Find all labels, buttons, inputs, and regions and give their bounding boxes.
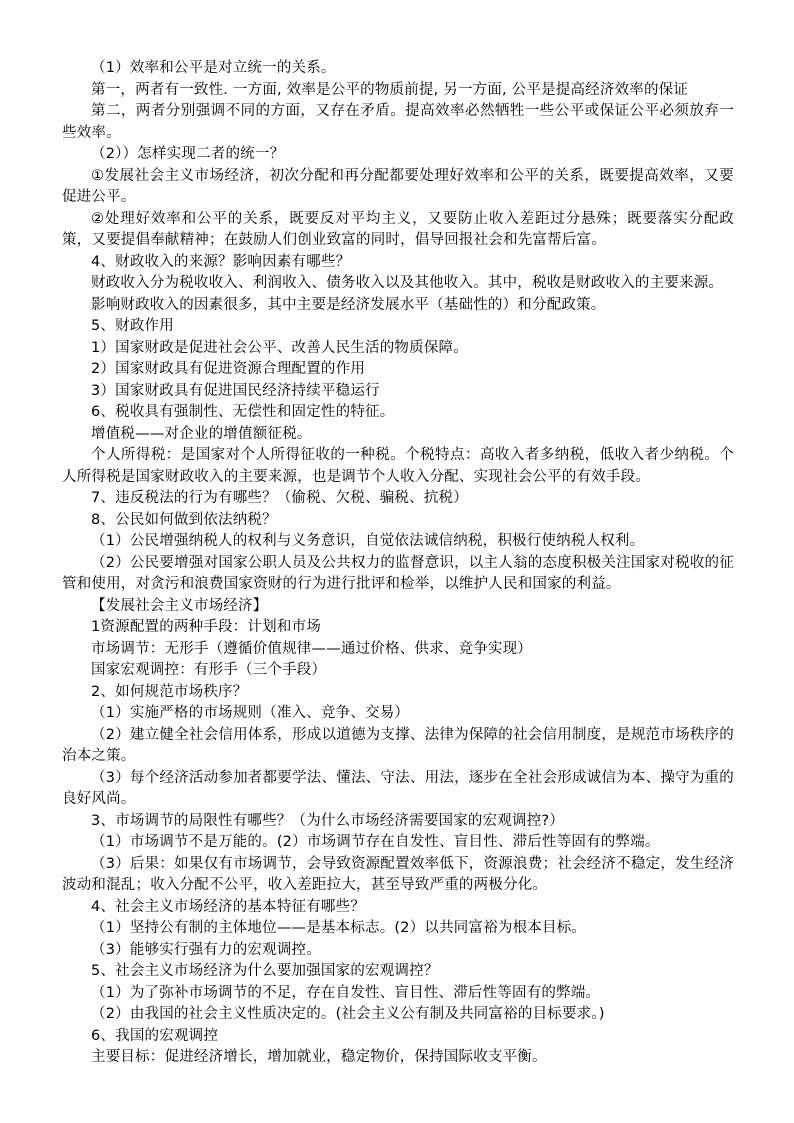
resource-allocation: 1资源配置的两种手段：计划和市场	[91, 619, 321, 635]
heading-tax-violations: 7、违反税法的行为有哪些？（偷税、欠税、骗税、抗税）	[91, 490, 468, 506]
market-order-3: （3）每个经济活动参加者都要学法、懂法、守法、用法，逐步在全社会形成诚信为本、操守为重的良好风尚。	[62, 769, 734, 807]
heading-market-limits: 3、市场调节的局限性有哪些？（为什么市场经济需要国家的宏观调控?）	[91, 812, 565, 829]
point-first-consistency: 第一，两者有一致性. 一方面, 效率是公平的物质前提, 另一方面, 公平是提高经济效率的保证	[91, 81, 689, 98]
heading-fiscal-revenue: 4、财政收入的来源？影响因素有哪些？	[91, 253, 351, 270]
heading-market-order: 2、如何规范市场秩序？	[91, 683, 248, 700]
why-macro-control-2: （2）由我国的社会主义性质决定的。(社会主义公有制及共同富裕的目标要求。)	[91, 1006, 605, 1022]
point-efficiency-fairness: （1）效率和公平是对立统一的关系。	[91, 60, 336, 76]
fiscal-role-2: 2）国家财政具有促进资源合理配置的作用	[91, 361, 366, 377]
heading-why-macro-control: 5、社会主义市场经济为什么要加强国家的宏观调控？	[91, 963, 439, 979]
market-order-1: （1）实施严格的市场规则（准入、竞争、交易）	[91, 705, 410, 721]
market-order-2: （2）建立健全社会信用体系，形成以道德为支撑、法律为保障的社会信用制度，是规范市场秩序的治本之策。	[62, 726, 734, 764]
market-regulation: 市场调节：无形手（遵循价值规律——通过价格、供求、竞争实现）	[91, 640, 532, 657]
fiscal-revenue-factors: 影响财政收入的因素很多，其中主要是经济发展水平（基础性的）和分配政策。	[91, 296, 606, 313]
market-limits-2: （3）后果：如果仅有市场调节，会导致资源配置效率低下，资源浪费；社会经济不稳定，发生经济波动和混乱；收入分配不公平，收入差距拉大，甚至导致严重的两极分化。	[62, 855, 734, 893]
tax-features: 6、税收具有强制性、无偿性和固定性的特征。	[91, 404, 395, 420]
why-macro-control-1: （1）为了弥补市场调节的不足，存在自发性、盲目性、滞后性等固有的弊端。	[91, 984, 601, 1001]
vat-definition: 增值税——对企业的增值额征税。	[91, 425, 312, 442]
heading-lawful-tax: 8、公民如何做到依法纳税？	[91, 511, 277, 528]
heading-our-macro-control: 6、我国的宏观调控	[91, 1027, 219, 1044]
lawful-tax-1: （1）公民增强纳税人的权利与义务意识，自觉依法诚信纳税，积极行使纳税人权利。	[91, 533, 645, 549]
heading-socialist-features: 4、社会主义市场经济的基本特征有哪些？	[91, 898, 366, 915]
point-how-unify: （2））怎样实现二者的统一？	[91, 146, 285, 162]
fiscal-role-1: 1）国家财政是促进社会公平、改善人民生活的物质保障。	[91, 339, 468, 356]
point-second-contradiction: 第二，两者分别强调不同的方面，又存在矛盾。提高效率必然牺牲一些公平或保证公平必须放弃一些效率。	[62, 103, 734, 141]
heading-fiscal-role: 5、财政作用	[91, 318, 174, 334]
section-heading-market-economy: 【发展社会主义市场经济】	[91, 597, 268, 614]
socialist-features-1: （1）坚持公有制的主体地位——是基本标志。(2）以共同富裕为根本目标。	[91, 920, 587, 936]
document-body	[62, 58, 734, 1069]
macro-control-goals: 主要目标：促进经济增长，增加就业，稳定物价，保持国际收支平衡。	[91, 1049, 547, 1065]
fiscal-revenue-sources: 财政收入分为税收收入、利润收入、债务收入以及其他收入。其中，税收是财政收入的主要来源。	[91, 275, 724, 291]
market-limits-1: （1）市场调节不是万能的。(2）市场调节存在自发性、盲目性、滞后性等固有的弊端。	[91, 834, 660, 850]
point-unify-2: ②处理好效率和公平的关系，既要反对平均主义，又要防止收入差距过分悬殊；既要落实分配政策，又要提倡奉献精神；在鼓励人们创业致富的同时，倡导回报社会和先富帮后富。	[62, 210, 734, 248]
macro-control: 国家宏观调控：有形手（三个手段）	[91, 662, 327, 678]
point-unify-1: ①发展社会主义市场经济，初次分配和再分配都要处理好效率和公平的关系，既要提高效率，又要促进公平。	[62, 167, 734, 205]
income-tax-definition: 个人所得税：是国家对个人所得征收的一种税。个税特点：高收入者多纳税，低收入者少纳税。个人所得税是国家财政收入的主要来源，也是调节个人收入分配、实现社会公平的有效手段。	[62, 447, 734, 485]
fiscal-role-3: 3）国家财政具有促进国民经济持续平稳运行	[91, 382, 380, 399]
socialist-features-2: （3）能够实行强有力的宏观调控。	[91, 941, 321, 958]
lawful-tax-2: （2）公民要增强对国家公职人员及公共权力的监督意识，以主人翁的态度积极关注国家对税收的征管和使用，对贪污和浪费国家资财的行为进行批评和检举，以维护人民和国家的利益。	[62, 554, 734, 592]
